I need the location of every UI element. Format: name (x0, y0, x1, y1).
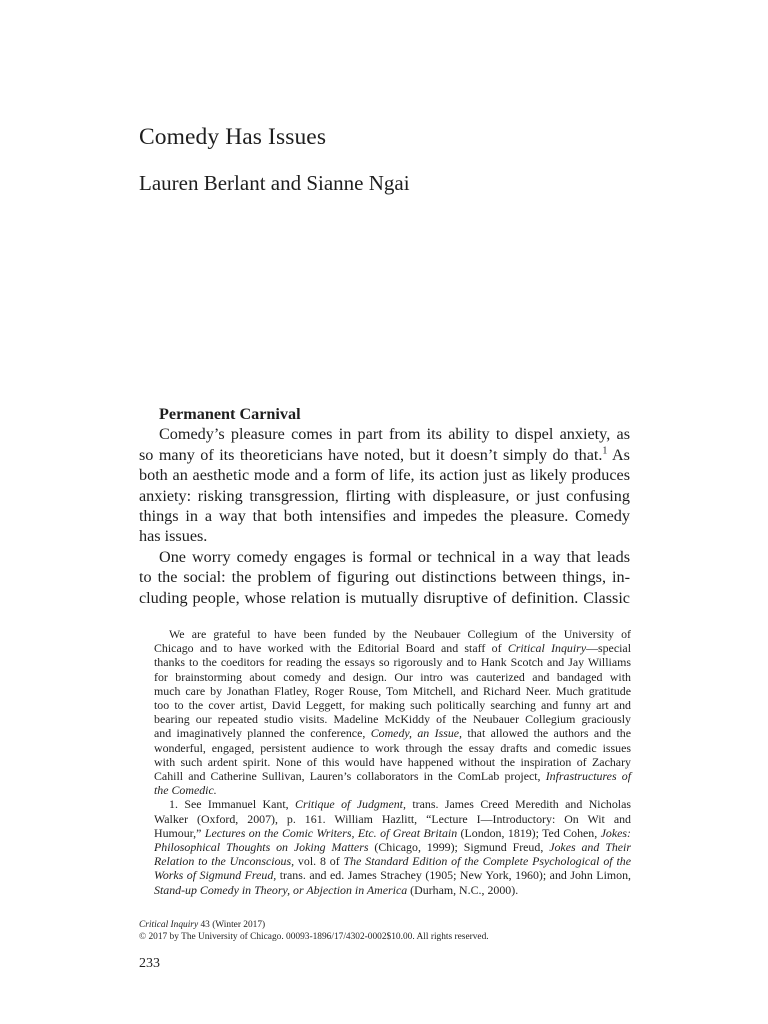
footnote-italic-text: the Comedic. (154, 783, 217, 798)
footnote-text: and imaginatively planned the conference, (154, 726, 371, 741)
footnote-line (139, 840, 631, 854)
body-line: One worry comedy engages is formal or technical in a way that leads (159, 547, 630, 566)
footnote-text: that allowed the authors and the (462, 726, 631, 741)
footnote-italic-text: Lectures on the Comic Writers, Etc. of Great Britain (204, 825, 458, 840)
page-number: 233 (139, 956, 160, 971)
footnote-text: trans. James Creed Meredith and Nicholas (405, 797, 631, 812)
body-line: to the social: the problem of figuring out distinctions between things, in- (139, 568, 630, 587)
footnote-text: much care by Jonathan Flatley, Roger Rouse, Tom Mitchell, and Richard Neer. Much gratitude (154, 683, 631, 698)
footnote-italic-text: Infrastructures of (545, 769, 631, 784)
footnote-line (139, 812, 631, 826)
footnote-line (139, 854, 631, 868)
footnote-line (139, 655, 631, 669)
footnote-italic-text: Jokes and Their (549, 840, 631, 855)
body-line: things in a way that both intensifies and impedes the pleasure. Comedy (139, 507, 630, 526)
footnote-text: with such ardent spirit. None of this would have happened without the inspiration of Zachary (154, 754, 631, 769)
footnote-line (139, 670, 631, 684)
footnote-line (139, 684, 631, 698)
footnote-text: Chicago and to have worked with the Editorial Board and staff of (154, 641, 508, 656)
footnote-text: (London, 1819); Ted Cohen, (457, 825, 601, 840)
footnote-text: too to the cover artist, David Leggett, for making such politically searching and funny art and (154, 698, 631, 713)
body-line (139, 445, 630, 465)
footnote-text: bearing our repeated studio visits. Madeline McKiddy of the Neubauer Collegium graciously (154, 712, 631, 727)
footnote-italic-text: Relation to the Unconscious, (154, 854, 295, 869)
section-heading: Permanent Carnival (159, 405, 301, 423)
footnote-line (139, 712, 631, 726)
footnote-text: Humour,” (154, 825, 205, 840)
footnote-line (139, 741, 631, 755)
footnote-line (139, 769, 631, 783)
footnote-text: Cahill and Catherine Sullivan, Lauren’s collaborators in the ComLab project, (154, 769, 546, 784)
footnote-italic-text: Comedy, an Issue, (370, 726, 463, 741)
article-title: Comedy Has Issues (139, 124, 327, 150)
footnote-1 (139, 797, 631, 896)
journal-issue-number: 43 (Winter 2017) (198, 920, 266, 930)
footnote-text: 1. See Immanuel Kant, (169, 797, 296, 812)
footnote-line (139, 868, 631, 882)
footnote-text: wonderful, engaged, persistent audience to work through the essay drafts and comedic issues (154, 740, 631, 755)
footnote-text: (Durham, N.C., 2000). (407, 882, 519, 897)
footnote-italic-text: The Standard Edition of the Complete Psychological of the (343, 854, 631, 869)
footnote-italic-text: Stand-up Comedy in Theory, or Abjection in America (154, 882, 408, 897)
footnote-text: —special (586, 641, 631, 656)
footnote-text: vol. 8 of (294, 854, 344, 869)
footnotes (139, 627, 631, 897)
footnote-ref[interactable]: 1 (602, 445, 608, 457)
body-line: anxiety: risking transgression, flirting with displeasure, or just confusing (139, 486, 630, 505)
journal-info (139, 919, 489, 943)
footnote-line (139, 783, 631, 797)
footnote-text: trans. and ed. James Strachey (1905; New York, 1960); and John Limon, (276, 868, 631, 883)
body-line: cluding people, whose relation is mutually disruptive of definition. Classic (139, 588, 630, 607)
footnote-line (139, 698, 631, 712)
footnote-italic-text: Critique of Judgment, (295, 797, 406, 812)
footnote-text: thanks to the coeditors for reading the essays so rigorously and to Hank Scotch and Jay Williams (154, 655, 631, 670)
paragraph-2 (139, 547, 630, 608)
paragraph-1 (139, 424, 630, 546)
footnote-text: We are grateful to have been funded by the Neubauer Collegium of the University of (169, 627, 631, 641)
footnote-line (139, 826, 631, 840)
footnote-italic-text: Philosophical Thoughts on Joking Matters (154, 840, 369, 855)
footnote-italic-text: Works of Sigmund Freud, (154, 868, 277, 883)
footnote-line (139, 755, 631, 769)
footnote-line (139, 726, 631, 740)
footnote-line (139, 641, 631, 655)
footnote-italic-text: Jokes: (600, 825, 631, 840)
footnote-italic-text: Critical Inquiry (507, 641, 587, 656)
body-line-tail: As (607, 445, 630, 464)
body-line-text: so many of its theoreticians have noted, but it doesn’t simply do that. (139, 445, 603, 464)
footnote-text: (Chicago, 1999); Sigmund Freud, (368, 840, 550, 855)
article-authors: Lauren Berlant and Sianne Ngai (139, 171, 410, 195)
footnote-line (139, 883, 631, 897)
footnote-line (139, 627, 631, 641)
journal-issue (139, 919, 489, 931)
body-line: has issues. (139, 527, 208, 546)
body-line: both an aesthetic mode and a form of life, its action just as likely produces (139, 466, 630, 485)
acknowledgment-note (139, 627, 631, 797)
footnote-line (139, 797, 631, 811)
copyright-line: © 2017 by The University of Chicago. 00093-1896/17/4302-0002$10.00. All rights reserved. (139, 932, 489, 942)
footnote-text: Walker (Oxford, 2007), p. 161. William Hazlitt, “Lecture I—Introductory: On Wit and (154, 811, 631, 826)
footnote-text: for brainstorming about comedy and design. Our intro was cauterized and bandaged with (154, 669, 631, 684)
journal-name: Critical Inquiry (139, 920, 199, 930)
article-body (139, 404, 630, 608)
body-line: Comedy’s pleasure comes in part from its ability to dispel anxiety, as (159, 425, 630, 444)
